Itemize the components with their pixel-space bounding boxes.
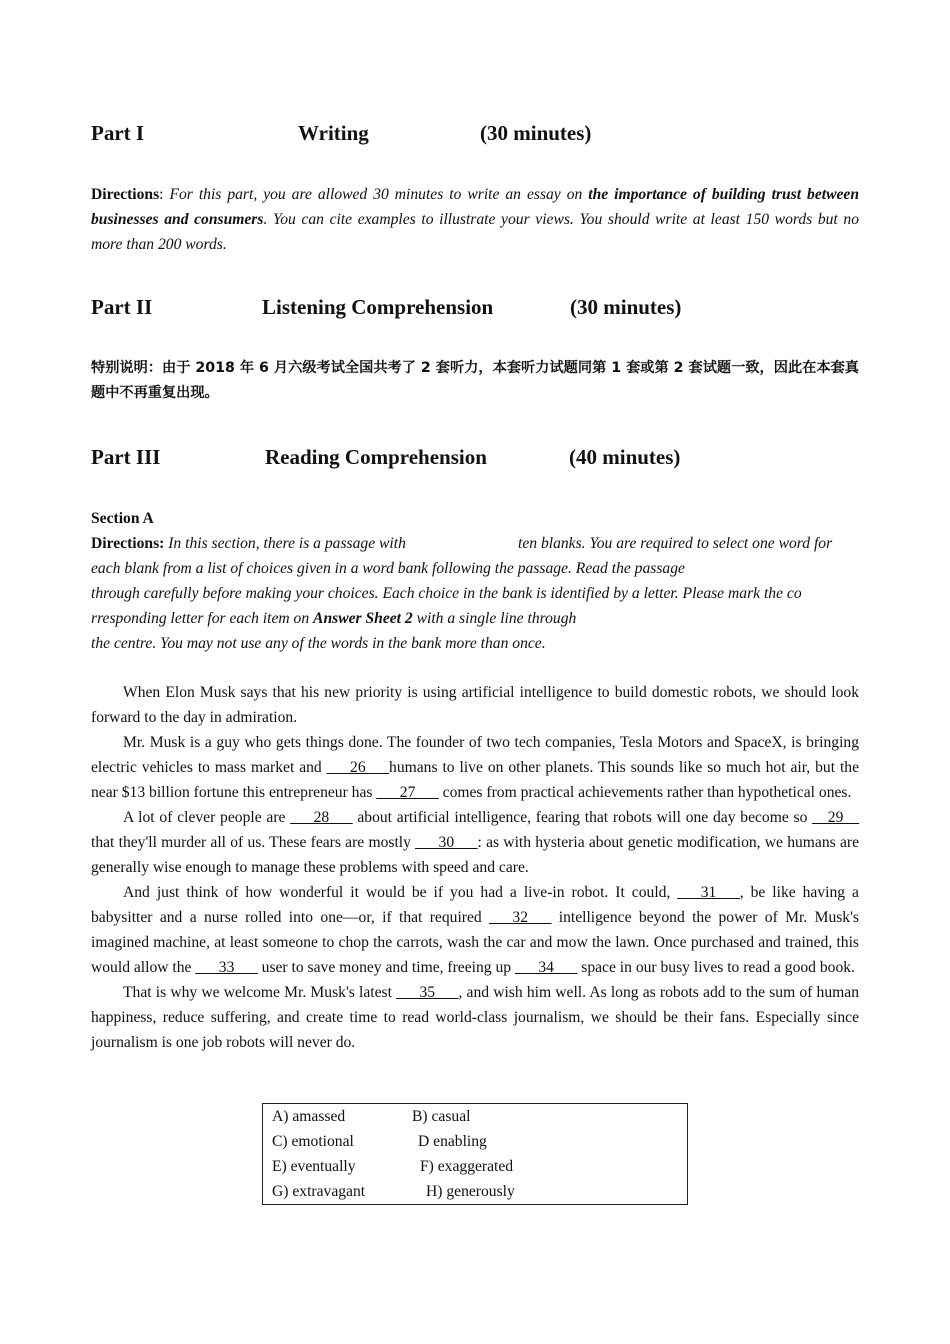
part2-time: (30 minutes): [570, 295, 682, 319]
word-bank-row: [272, 1179, 515, 1204]
directions-text: rresponding letter for each item on: [91, 610, 314, 627]
directions-line: the centre. You may not use any of the words in the bank more than once.: [91, 635, 546, 652]
word-bank-option: C) emotional: [272, 1133, 354, 1150]
passage-text: space in our busy lives to read a good book.: [577, 959, 855, 976]
passage-text: about artificial intelligence, fearing that robots will one day become so: [352, 809, 813, 826]
blank-33[interactable]: ___33___: [195, 959, 258, 976]
part1-time: (30 minutes): [480, 121, 592, 145]
passage-text: , and wish him well. As long as robots add to the sum of human happiness, reduce suffering, and create time to read world-class journalism, we should be their fans. Especially since journalism is one job robots will never do.: [91, 984, 859, 1051]
passage-paragraph: [91, 730, 859, 805]
part1-directions: [91, 182, 859, 257]
word-bank-option: D enabling: [418, 1133, 487, 1150]
directions-text: with a single line through: [412, 610, 577, 627]
blank-35[interactable]: ___35___: [396, 984, 459, 1001]
passage-text: Mr. Musk is a guy who gets things done. The founder of two tech companies, Tesla Motors and SpaceX, is bringing electric vehicles to mass market and: [91, 734, 859, 776]
directions-line: [91, 531, 859, 556]
blank-26[interactable]: ___26___: [326, 759, 390, 776]
directions-line: through carefully before making your choices. Each choice in the bank is identified by a letter. Please mark the co: [91, 585, 802, 602]
word-bank-row: [272, 1104, 471, 1129]
essay-topic: the importance of building trust between businesses and consumers: [91, 186, 859, 228]
passage-text: humans to live on other planets. This sounds like so much hot air, but the near $13 billion fortune this entrepreneur has: [91, 759, 859, 801]
part1-label: Part I: [91, 121, 145, 145]
word-bank-option: F) exaggerated: [420, 1158, 514, 1175]
blank-32[interactable]: ___32___: [489, 909, 552, 926]
passage-paragraph: [91, 805, 859, 880]
passage-text: intelligence beyond the power of Mr. Musk's imagined machine, at least someone to chop the carrots, wash the car and mow the lawn. Once purchased and trained, this would allow the: [91, 909, 859, 976]
passage-text: That is why we welcome Mr. Musk's latest: [123, 984, 397, 1001]
directions-colon: :: [159, 186, 164, 203]
part1-title: Writing: [298, 121, 369, 145]
answer-sheet-ref: Answer Sheet 2: [313, 610, 413, 627]
word-bank-row: [272, 1154, 514, 1179]
part2-title: Listening Comprehension: [262, 295, 494, 319]
passage-paragraph: [91, 980, 859, 1055]
passage-paragraph: [91, 880, 859, 980]
passage: [91, 680, 859, 1055]
passage-text: user to save money and time, freeing up: [257, 959, 515, 976]
word-bank-row: [272, 1129, 487, 1154]
directions-line: [91, 606, 859, 631]
section-a-heading: Section A: [91, 510, 154, 527]
directions-text-a: For this part, you are allowed 30 minutes to write an essay on: [163, 186, 589, 203]
directions-label: Directions:: [91, 535, 165, 552]
directions-line: each blank from a list of choices given in a word bank following the passage. Read the passage: [91, 560, 685, 577]
part3-label: Part III: [91, 445, 161, 469]
directions-text: In this section, there is a passage with: [164, 535, 406, 552]
part2-label: Part II: [91, 295, 153, 319]
listening-note: 特别说明：由于 2018 年 6 月六级考试全国共考了 2 套听力，本套听力试题同第 1 套或第 2 套试题一致，因此在本套真题中不再重复出现。: [91, 360, 859, 401]
word-bank-option: H) generously: [426, 1183, 515, 1200]
directions-text: ten blanks. You are required to select one word for: [518, 535, 833, 552]
blank-34[interactable]: ___34___: [514, 959, 578, 976]
blank-27[interactable]: ___27___: [376, 784, 439, 801]
word-bank: [262, 1103, 688, 1205]
blank-31[interactable]: ___31___: [677, 884, 740, 901]
word-bank-option: E) eventually: [272, 1158, 356, 1175]
word-bank-option: G) extravagant: [272, 1183, 366, 1200]
passage-text: And just think of how wonderful it would be if you had a live-in robot. It could,: [123, 884, 678, 901]
passage-text: that they'll murder all of us. These fears are mostly: [91, 834, 416, 851]
directions-text-b: . You can cite examples to illustrate your views. You should write at least 150 words but no more than 200 words.: [91, 211, 859, 253]
directions-label: Directions: [91, 186, 160, 203]
passage-text: : as with hysteria about genetic modification, we humans are generally wise enough to manage these problems with speed and care.: [91, 834, 859, 876]
passage-text: , be like having a babysitter and a nurse rolled into one—or, if that required: [91, 884, 859, 926]
word-bank-option: A) amassed: [272, 1108, 346, 1125]
word-bank-option: B) casual: [412, 1108, 471, 1125]
passage-text: A lot of clever people are: [123, 809, 291, 826]
part3-title: Reading Comprehension: [265, 445, 487, 469]
part3-time: (40 minutes): [569, 445, 681, 469]
blank-28[interactable]: ___28___: [290, 809, 353, 826]
blank-30[interactable]: ___30___: [415, 834, 478, 851]
section-a-directions: [91, 531, 859, 656]
passage-text: comes from practical achievements rather than hypothetical ones.: [438, 784, 852, 801]
passage-paragraph: When Elon Musk says that his new priority is using artificial intelligence to build domestic robots, we should look forward to the day in admiration.: [91, 684, 859, 726]
blank-29[interactable]: __29__: [812, 809, 859, 826]
